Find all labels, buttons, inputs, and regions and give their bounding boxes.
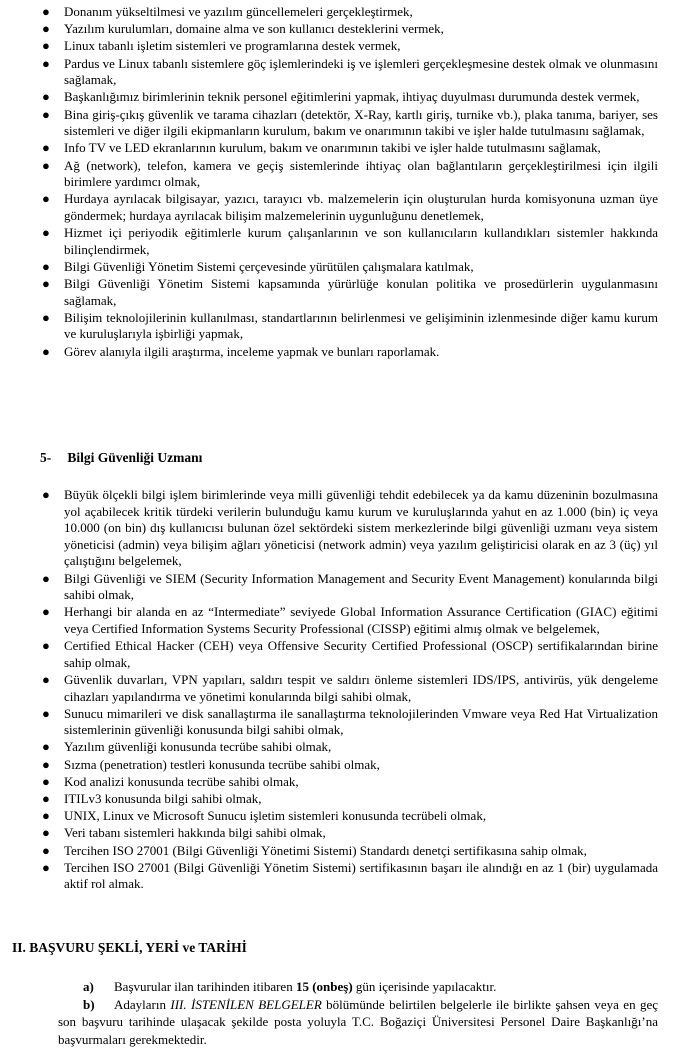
list-item: ● Info TV ve LED ekranlarının kurulum, bakım ve onarımının takibi ve işler halde tutulmasını sağlamak,: [42, 140, 601, 156]
list-item: ● Herhangi bir alanda en az “Intermediate” seviyede Global Information Assurance Certification (GIAC) eğitimi veya Certified Information Systems Security Professional (CISSP) eğitimi almış olmak ve belgelemek,: [42, 604, 658, 636]
bullet-icon: ●: [42, 671, 50, 687]
bullet-icon: ●: [42, 55, 50, 71]
section-heading: [40, 450, 202, 466]
list-item: ● Veri tabanı sistemleri hakkında bilgi sahibi olmak,: [42, 825, 326, 841]
bullet-icon: ●: [42, 225, 50, 241]
bullet-icon: ●: [42, 842, 50, 858]
list-item: ● Tercihen ISO 27001 (Bilgi Güvenliği Yönetimi Sistemi) Standardı denetçi sertifikasına sahip olmak,: [42, 842, 587, 858]
list-item: ● UNIX, Linux ve Microsoft Sunucu işletim sistemleri konusunda tecrübeli olmak,: [42, 808, 487, 824]
bullet-icon: ●: [42, 4, 50, 19]
list-item: ● Sunucu mimarileri ve disk sanallaştırma ile sanallaştırma teknolojilerinden Vmware veya Red Hat Virtualization sistemlerinin güvenliği konusunda bilgi sahibi olmak,: [42, 705, 658, 738]
bullet-icon: ●: [42, 808, 50, 824]
list-item: ● Başkanlığımız birimlerinin teknik personel eğitimlerini yapmak, ihtiyaç duyulması durumunda destek vermek,: [42, 89, 640, 105]
list-item: ● Bilgi Güvenliği Yönetim Sistemi kapsamında yürürlüğe konulan politika ve prosedürlerin uygulanmasını sağlamak,: [42, 276, 658, 308]
bullet-icon: ●: [42, 791, 50, 807]
bullet-icon: ●: [42, 191, 50, 207]
bullet-icon: ●: [42, 89, 50, 105]
list-item: ● Bilgi Güvenliği ve SIEM (Security Information Management and Security Event Management) konularında bilgi sahibi olmak,: [42, 570, 658, 603]
list-item: ● Linux tabanlı işletim sistemleri ve programlarına destek vermek,: [42, 38, 401, 54]
list-item: ● Sızma (penetration) testleri konusunda tecrübe sahibi olmak,: [42, 756, 380, 772]
list-item: ● Güvenlik duvarları, VPN yapıları, saldırı tespit ve saldırı önleme sistemleri IDS/IPS, antivirüs, yük dengeleme cihazları yapılandırma ve yönetimi konularında bilgi sahibi olmak,: [42, 671, 658, 704]
bullet-icon: ●: [42, 756, 50, 772]
item-text: Başvurular ilan tarihinden itibaren 15 (onbeş) gün içerisinde yapılacaktır.: [114, 979, 497, 994]
bullet-icon: ●: [42, 705, 50, 721]
bullet-icon: ●: [42, 638, 50, 654]
item-text: Adayların III. İSTENİLEN BELGELER bölümünde belirtilen belgelerle ile birlikte şahsen veya en geç son başvuru tarihinde ulaşacak şekilde posta yoluyla T.C. Boğaziçi Üniversitesi Personel Daire Başkanlığı’na başvurmaları gerekmektedir.: [58, 996, 659, 1047]
list-item: ● Hurdaya ayrılacak bilgisayar, yazıcı, tarayıcı vb. malzemelerin için oluşturulan hurda komisyonuna uzman üye göndermek; hurdaya ayrılacak bilişim malzemelerinin uygunluğunu denetlemek,: [42, 191, 658, 223]
list-item: ● Yazılım kurulumları, domaine alma ve son kullanıcı desteklerini vermek,: [42, 21, 444, 37]
bullet-icon: ●: [42, 140, 50, 156]
list-item: ● Yazılım güvenliği konusunda tecrübe sahibi olmak,: [42, 739, 332, 755]
bullet-icon: ●: [42, 157, 50, 173]
item-label: b): [83, 996, 95, 1012]
application-list: [58, 978, 659, 1048]
duties-list: [42, 4, 658, 360]
bullet-icon: ●: [42, 487, 50, 502]
list-item: ● Tercihen ISO 27001 (Bilgi Güvenliği Yönetim Sistemi) sertifikasının başarı ile alındığı en az 1 (bir) uygulamada aktif rol almak.: [42, 859, 658, 892]
list-item: ● Donanım yükseltilmesi ve yazılım güncellemeleri gerçekleştirmek,: [42, 4, 413, 19]
bullet-icon: ●: [42, 825, 50, 841]
bullet-icon: ●: [42, 106, 50, 122]
list-item-b: [58, 996, 659, 1049]
bullet-icon: ●: [42, 258, 50, 274]
bullet-icon: ●: [42, 38, 50, 54]
requirements-list: [42, 487, 658, 893]
list-item: ● Certified Ethical Hacker (CEH) veya Offensive Security Certified Professional (OSCP) sertifikalarından birine sahip olmak,: [42, 638, 658, 670]
bullet-icon: ●: [42, 739, 50, 755]
list-item-a: [84, 978, 658, 996]
item-label: a): [83, 979, 94, 994]
bullet-icon: ●: [42, 859, 50, 875]
list-item: ● Ağ (network), telefon, kamera ve geçiş sistemlerinde ihtiyaç olan bağlantıların gerçekleştirilmesi için ilgili birimlere yardımcı olmak,: [42, 157, 658, 190]
list-item: ● Görev alanıyla ilgili araştırma, inceleme yapmak ve bunları raporlamak.: [42, 343, 440, 359]
list-item: ● ITILv3 konusunda bilgi sahibi olmak,: [42, 791, 262, 807]
section-title: Bilgi Güvenliği Uzmanı: [67, 450, 203, 465]
list-item: ● Hizmet içi periyodik eğitimlerle kurum çalışanlarının ve son kullanıcıların kullandıkları sistemler hakkında bilinçlendirmek,: [42, 225, 658, 257]
section-number: 5-: [40, 450, 52, 465]
list-item: ● Kod analizi konusunda tecrübe sahibi olmak,: [42, 773, 299, 789]
bullet-icon: ●: [42, 343, 50, 359]
bullet-icon: ●: [42, 21, 50, 37]
bullet-icon: ●: [42, 604, 50, 620]
bullet-icon: ●: [42, 309, 50, 325]
list-item: ● Bilişim teknolojilerinin kullanılması, standartlarının belirlenmesi ve gelişiminin izlenmesinde diğer kamu kurum ve kuruluşlarıyla işbirliği yapmak,: [42, 309, 658, 342]
section-heading: II. BAŞVURU ŞEKLİ, YERİ ve TARİHİ: [12, 940, 247, 955]
list-item: ● Pardus ve Linux tabanlı sistemlere göç işlemlerindeki iş ve işlemleri gerçekleşmesine destek olmak ve olunmasını sağlamak,: [42, 55, 658, 88]
list-item: ● Bilgi Güvenliği Yönetim Sistemi çerçevesinde yürütülen çalışmalara katılmak,: [42, 258, 474, 274]
list-item: ● Büyük ölçekli bilgi işlem birimlerinde veya milli güvenliği tehdit edebilecek ya da kamu düzeninin bozulmasına yol açabilecek kritik türdeki verilerin bulunduğu kamu kurum ve kuruluşlarında yahut en az 1.000 (bin) iç veya 10.000 (on bin) dış kullanıcısı bulunan özel sektördeki sistem merkezlerinde bilgi güvenliği uzmanı veya sistem yöneticisi (admin) veya bilişim ağları yöneticisi (network admin) veya yazılım geliştiricisi olarak en az 3 (üç) yıl çalıştığını belgelemek,: [42, 487, 658, 569]
bullet-icon: ●: [42, 773, 50, 789]
bullet-icon: ●: [42, 276, 50, 292]
list-item: ● Bina giriş-çıkış güvenlik ve tarama cihazları (detektör, X-Ray, kartlı giriş, turnike vb.), plaka tanıma, bariyer, ses sistemleri ve diğer ilgili ekipmanların kurulum, bakım ve onarımının takibi ve işler halde tutulmasını sağlamak,: [42, 106, 658, 139]
bullet-icon: ●: [42, 570, 50, 586]
